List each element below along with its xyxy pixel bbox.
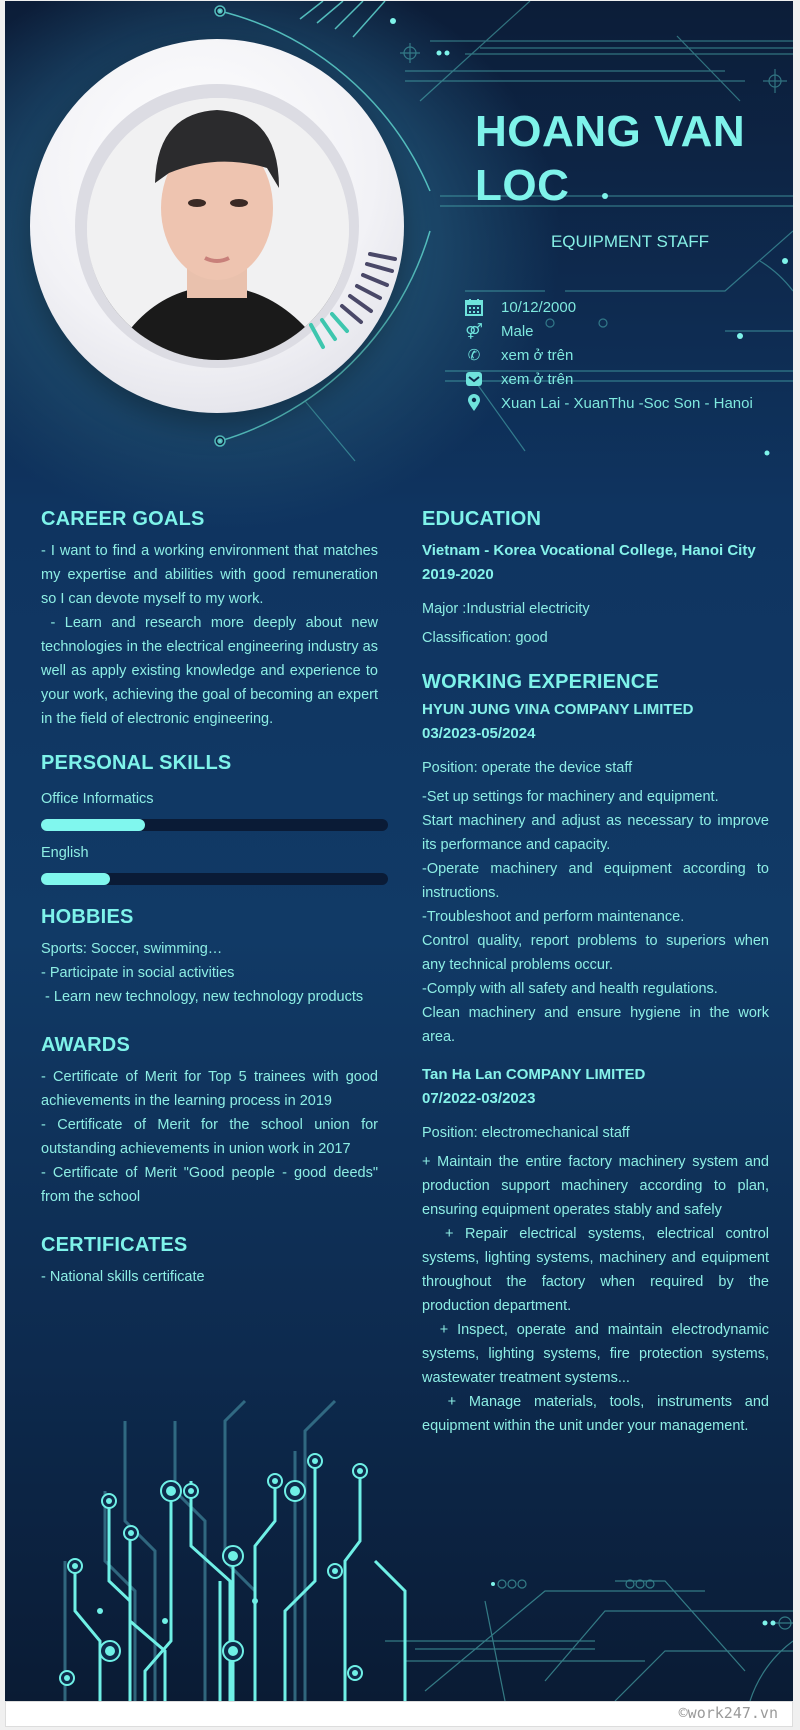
avatar-photo — [87, 98, 349, 360]
right-column — [422, 505, 769, 1456]
gender-value: Male — [501, 322, 534, 340]
skill-label: Office Informatics — [41, 791, 154, 807]
email-value: xem ở trên — [501, 370, 574, 388]
experience-heading: WORKING EXPERIENCE — [422, 671, 659, 693]
job-duty: + Inspect, operate and maintain electrodynamic systems, lighting systems, fire protection systems, wastewater treatment systems... — [422, 1322, 769, 1386]
hobby-item: - Learn new technology, new technology products — [41, 989, 364, 1005]
job-position: Position: operate the device staff — [422, 760, 633, 776]
company-name: Tan Ha Lan COMPANY LIMITED — [422, 1066, 646, 1083]
job-entry — [422, 698, 769, 1049]
hobby-item: Sports: Soccer, swimming… — [41, 941, 223, 957]
gender-icon: ⚤ — [465, 323, 483, 340]
education-section — [422, 505, 769, 650]
education-period: 2019-2020 — [422, 566, 494, 583]
award-item: - Certificate of Merit "Good people - good deeds" from the school — [41, 1165, 378, 1205]
job-duty: Start machinery and adjust as necessary to improve its performance and capacity. — [422, 813, 769, 853]
certificate-item: - National skills certificate — [41, 1269, 205, 1285]
contact-email — [463, 367, 753, 391]
personal-skills-heading: PERSONAL SKILLS — [41, 752, 232, 774]
job-duty: + Repair electrical systems, electrical control systems, lighting systems, machinery and equipment throughout the factory when required by the production department. — [422, 1226, 769, 1314]
job-duty: -Set up settings for machinery and equipment. — [422, 789, 719, 805]
certificates-heading: CERTIFICATES — [41, 1234, 188, 1256]
awards-heading: AWARDS — [41, 1034, 130, 1056]
calendar-icon — [463, 297, 485, 317]
job-period: 03/2023-05/2024 — [422, 725, 536, 742]
job-duty: + Maintain the entire factory machinery system and production support machinery according to plan, ensuring equipment operates stably and safely — [422, 1154, 769, 1218]
watermark: ©work247.vn — [678, 1704, 778, 1722]
career-goals-text-1: - I want to find a working environment that matches my expertise and abilities with good remuneration so I can devote myself to my work. — [41, 543, 378, 607]
hobby-item: - Participate in social activities — [41, 965, 235, 981]
school-name: Vietnam - Korea Vocational College, Hanoi City — [422, 542, 756, 559]
contact-phone — [463, 343, 753, 367]
award-item: - Certificate of Merit for Top 5 trainees with good achievements in the learning process in 2019 — [41, 1069, 378, 1109]
certificates-section — [41, 1231, 378, 1289]
education-major: Major :Industrial electricity — [422, 601, 590, 617]
personal-skills-section — [41, 749, 378, 885]
hobbies-section — [41, 903, 378, 1009]
job-period: 07/2022-03/2023 — [422, 1090, 536, 1107]
contact-info — [463, 295, 753, 415]
job-entry — [422, 1063, 769, 1438]
phone-icon: ✆ — [467, 347, 481, 364]
job-duty: Control quality, report problems to superiors when any technical problems occur. — [422, 933, 769, 973]
contact-address — [463, 391, 753, 415]
skill-bar-office-informatics — [41, 819, 388, 831]
hobbies-heading: HOBBIES — [41, 906, 134, 928]
address-value: Xuan Lai - XuanThu -Soc Son - Hanoi — [501, 394, 753, 412]
education-classification: Classification: good — [422, 630, 548, 646]
job-duty: -Operate machinery and equipment according to instructions. — [422, 861, 769, 901]
skill-label: English — [41, 845, 89, 861]
job-title: EQUIPMENT STAFF — [550, 232, 710, 251]
candidate-name: HOANG VAN LOC — [475, 107, 746, 210]
company-name: HYUN JUNG VINA COMPANY LIMITED — [422, 701, 694, 718]
email-icon — [463, 369, 485, 389]
birthday-value: 10/12/2000 — [501, 298, 577, 316]
career-goals-heading: CAREER GOALS — [41, 508, 205, 530]
skill-bar-fill — [41, 819, 145, 831]
location-pin-icon — [463, 393, 485, 413]
education-heading: EDUCATION — [422, 508, 542, 530]
person-photo-icon — [87, 98, 349, 360]
job-duty: + Manage materials, tools, instruments and equipment within the unit under your management. — [422, 1394, 769, 1434]
experience-section — [422, 668, 769, 1438]
job-position: Position: electromechanical staff — [422, 1125, 630, 1141]
left-column — [41, 505, 378, 1307]
skill-bar-fill — [41, 873, 110, 885]
award-item: - Certificate of Merit for the school union for outstanding achievements in union work in 2017 — [41, 1117, 378, 1157]
footer-strip — [5, 1701, 793, 1727]
job-duty: Clean machinery and ensure hygiene in the work area. — [422, 1005, 769, 1045]
skill-bar-english — [41, 873, 388, 885]
job-duty: -Troubleshoot and perform maintenance. — [422, 909, 685, 925]
phone-value: xem ở trên — [501, 346, 574, 364]
awards-section — [41, 1031, 378, 1209]
contact-birthday — [463, 295, 753, 319]
cv-page — [5, 1, 793, 1701]
career-goals-text-2: - Learn and research more deeply about new technologies in the electrical engineering industry as well as apply existing knowledge and experience to your work, achieving the goal of becoming an expert in the field of electronic engineering. — [41, 615, 378, 727]
career-goals-section — [41, 505, 378, 731]
job-duty: -Comply with all safety and health regulations. — [422, 981, 718, 997]
contact-gender — [463, 319, 753, 343]
